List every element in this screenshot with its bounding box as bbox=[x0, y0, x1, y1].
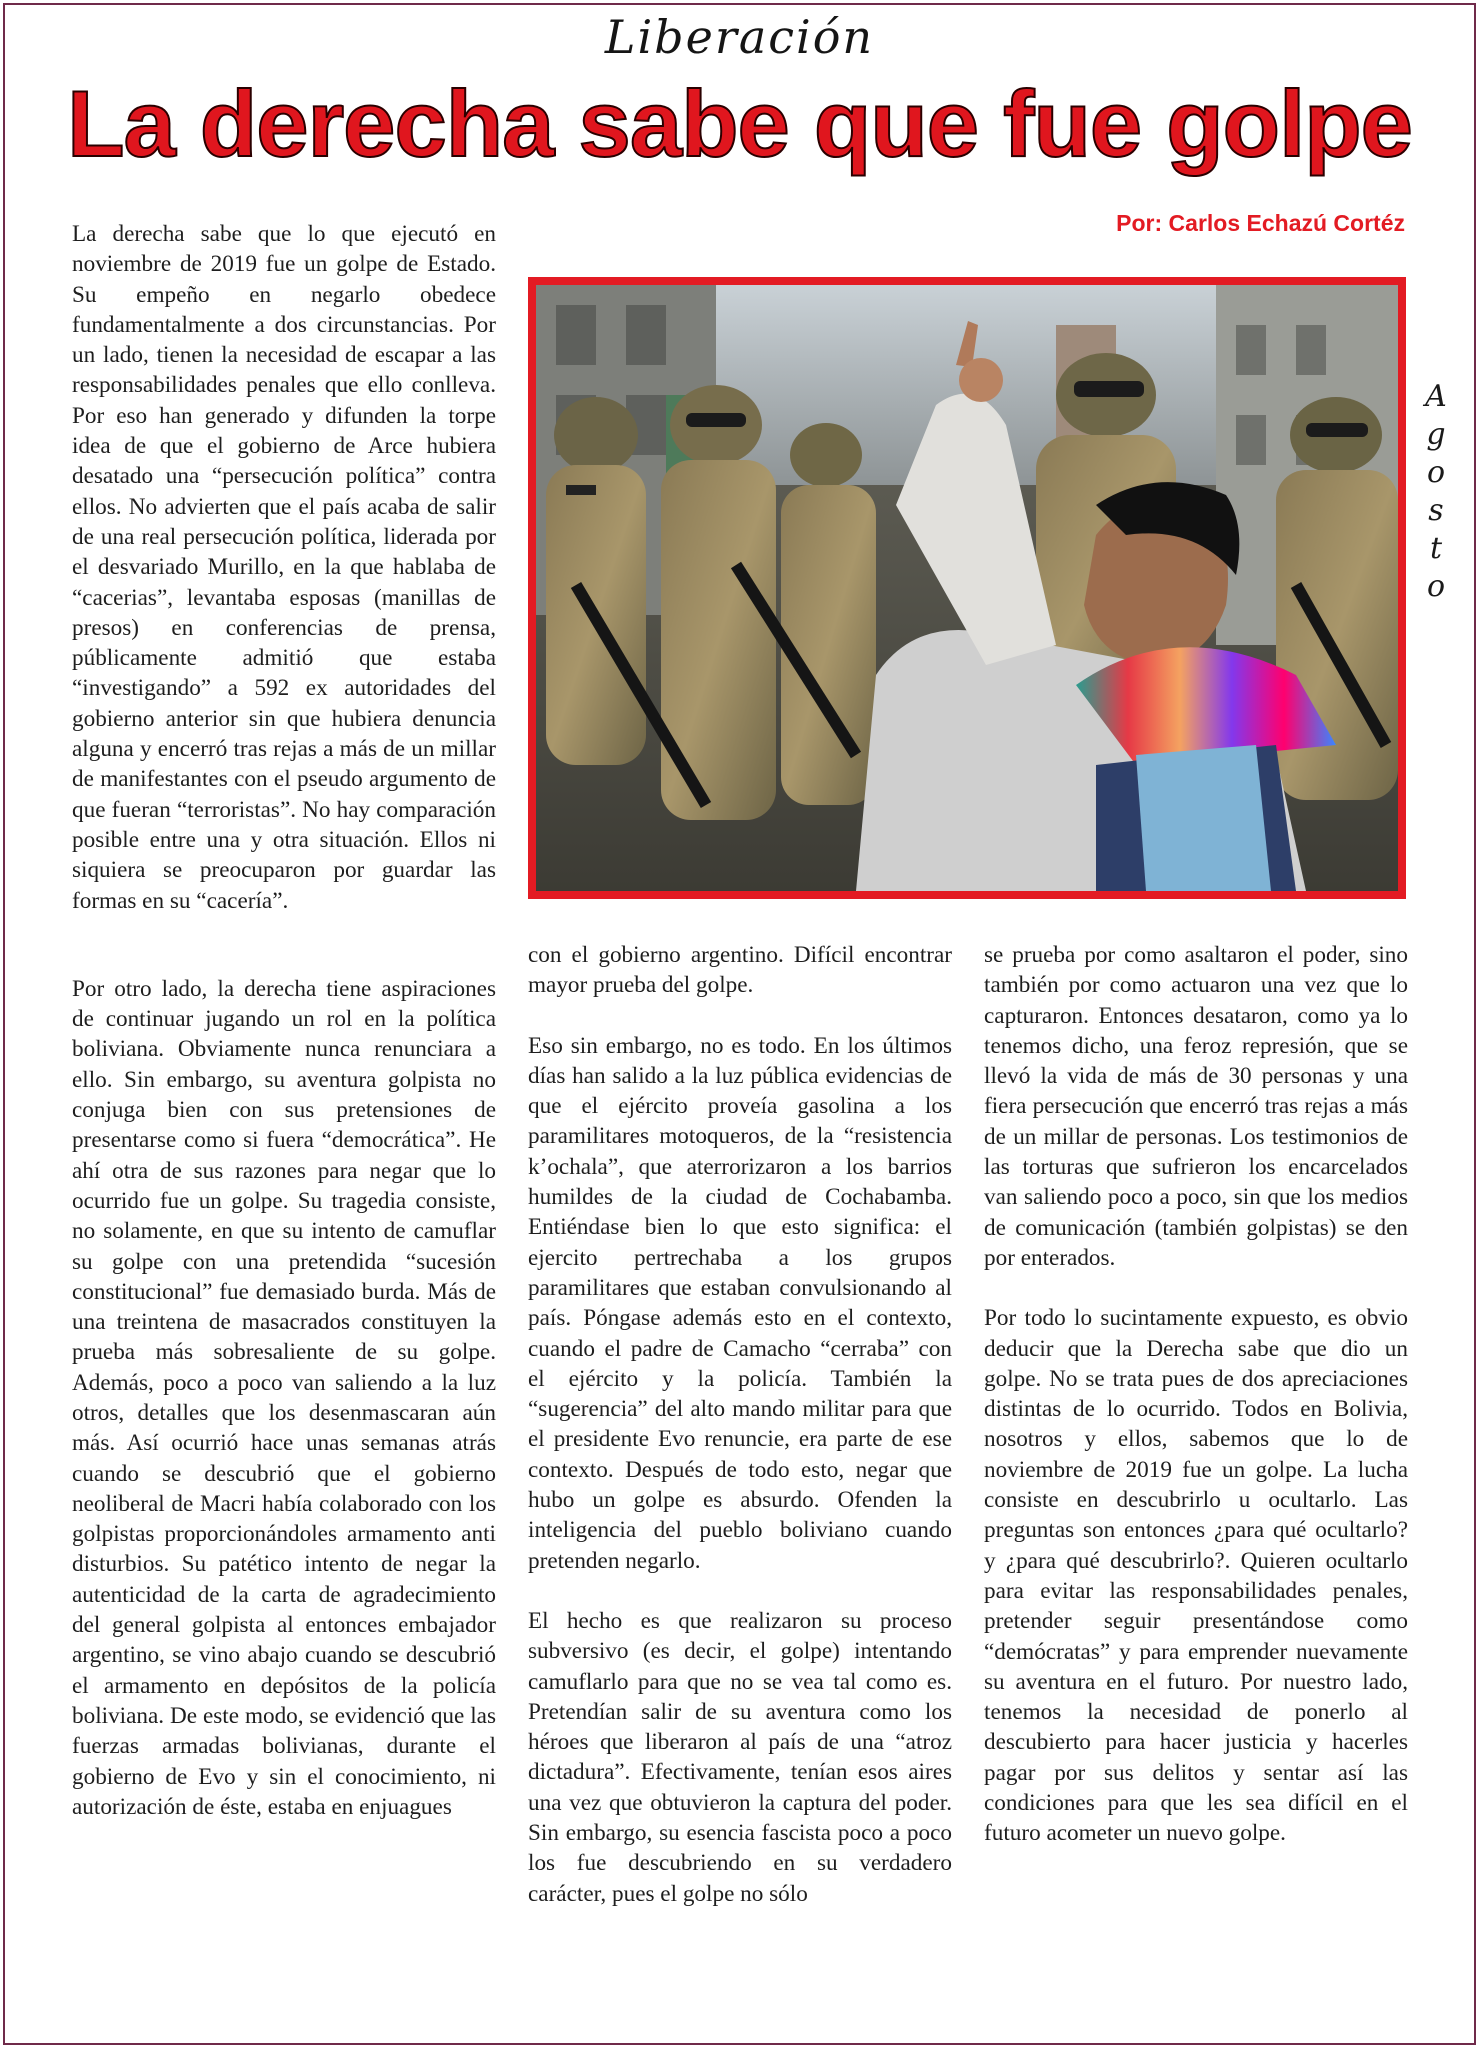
article-paragraph: La derecha sabe que lo que ejecutó en noviembre de 2019 fue un golpe de Estado. Su empeño en negarlo obedece fundamentalmente a dos circunstancias. Por un lado, tienen la necesidad de escapar a las responsabilidades penales que ello conlleva. Por eso han generado y difunden la torpe idea de que el gobierno de Arce hubiera desatado una “persecución política” contra ellos. No advierten que el país acaba de salir de una real persecución política, liderada por el desvariado Murillo, en la que hablaba de “cacerias”, levantaba esposas (manillas de presos) en conferencias de prensa, públicamente admitió que estaba “investigando” a 592 ex autoridades del gobierno anterior sin que hubiera denuncia alguna y encerró tras rejas a más de un millar de manifestantes con el pseudo argumento de que fueran “terroristas”. No hay comparación posible entre una y otra situación. Ellos ni siquiera se preocuparon por guardar las formas en su “cacería”. bbox=[72, 221, 496, 914]
month-letter: g bbox=[1426, 417, 1446, 452]
article-paragraph: con el gobierno argentino. Difícil encontrar mayor prueba del golpe. bbox=[528, 942, 952, 999]
article-byline: Por: Carlos Echazú Cortéz bbox=[1116, 210, 1405, 236]
article-column-1 bbox=[72, 219, 496, 1822]
article-paragraph: Por todo lo sucintamente expuesto, es obvio deducir que la Derecha sabe que dio un golpe. No se trata pues de dos apreciaciones distintas de lo ocurrido. Todos en Bolivia, nosotros y ellos, sabemos que lo de noviembre de 2019 fue un golpe. La lucha consiste en descubrirlo u ocultarlo. Las preguntas son entonces ¿para qué ocultarlo? y ¿para qué descubrirlo?. Quieren ocultarlo para evitar las responsabilidades penales, pretender seguir presentándose como “demócratas” y para emprender nuevamente su aventura en el futuro. Por nuestro lado, tenemos la necesidad de ponerlo al descubierto para hacer justicia y hacerles pagar por sus delitos y sentar así las condiciones para que les sea difícil en el futuro acometer un nuevo golpe. bbox=[984, 1305, 1408, 1847]
month-label-vertical bbox=[1416, 378, 1456, 606]
article-paragraph: Eso sin embargo, no es todo. En los últimos días han salido a la luz pública evidencias de que el ejército proveía gasolina a los paramilitares motoqueros, de la “resistencia k’ochala”, que aterrorizaron a los barrios humildes de la ciudad de Cochabamba. Entiéndase bien lo que esto significa: el ejercito pertrechaba a los grupos paramilitares que estaban convulsionando al país. Póngase además esto en el contexto, cuando el padre de Camacho “cerraba” con el ejército y la policía. También la “sugerencia” del alto mando militar para que el presidente Evo renuncie, era parte de ese contexto. Después de todo esto, negar que hubo un golpe es absurdo. Ofenden la inteligencia del pueblo boliviano cuando pretenden negarlo. bbox=[528, 1032, 952, 1574]
month-letter: t bbox=[1429, 531, 1443, 566]
month-letter: s bbox=[1428, 493, 1444, 528]
article-column-3 bbox=[984, 940, 1408, 1849]
publication-name: Liberación bbox=[604, 10, 875, 64]
article-photo bbox=[528, 277, 1406, 899]
month-letter: A bbox=[1425, 379, 1447, 414]
article-paragraph: Por otro lado, la derecha tiene aspiraciones de continuar jugando un rol en la política boliviana. Obviamente nunca renunciara a ello. Sin embargo, su aventura golpista no conjuga bien con sus pretensiones de presentarse como si fuera “democrática”. He ahí otra de sus razones para negar que lo ocurrido fue un golpe. Su tragedia consiste, no solamente, en que su intento de camuflar su golpe con una pretendida “sucesión constitucional” fue demasiado burda. Más de una treintena de masacrados constituyen la prueba más sobresaliente de su golpe. Además, poco a poco van saliendo a la luz otros, detalles que los desenmascaran aún más. Así ocurrió hace unas semanas atrás cuando se descubrió que el gobierno neoliberal de Macri había colaborado con los golpistas proporcionándoles armamento anti disturbios. Su patético intento de negar la autenticidad de la carta de agradecimiento del general golpista al entonces embajador argentino, se vino abajo cuando se descubrió el armamento en depósitos de la policía boliviana. De este modo, se evidenció que las fuerzas armadas bolivianas, durante el gobierno de Evo y sin el conocimiento, ni autorización de éste, estaba en enjuagues bbox=[72, 975, 496, 1820]
article-paragraph: se prueba por como asaltaron el poder, sino también por como actuaron una vez que lo capturaron. Entonces desataron, como ya lo tenemos dicho, una feroz represión, que se llevó la vida de más de 30 personas y una fiera persecución que encerró tras rejas a más de un millar de personas. Los testimonios de las torturas que sufrieron los encarcelados van saliendo poco a poco, sin que los medios de comunicación (también golpistas) se den por enterados. bbox=[984, 942, 1408, 1271]
article-column-2 bbox=[528, 940, 952, 1909]
article-headline: La derecha sabe que fue golpe bbox=[67, 71, 1412, 176]
month-letter: o bbox=[1426, 569, 1446, 604]
article-paragraph: El hecho es que realizaron su proceso subversivo (es decir, el golpe) intentando camuflarlo para que no se vea tal como es. Pretendían salir de su aventura como los héroes que liberaron al país de una “atroz dictadura”. Efectivamente, tenían esos aires una vez que obtuvieron la captura del poder. Sin embargo, su esencia fascista poco a poco los fue descubriendo en su verdadero carácter, pues el golpe no sólo bbox=[528, 1607, 952, 1907]
month-letter: o bbox=[1426, 455, 1446, 490]
photo-protest-soldiers bbox=[536, 285, 1398, 891]
